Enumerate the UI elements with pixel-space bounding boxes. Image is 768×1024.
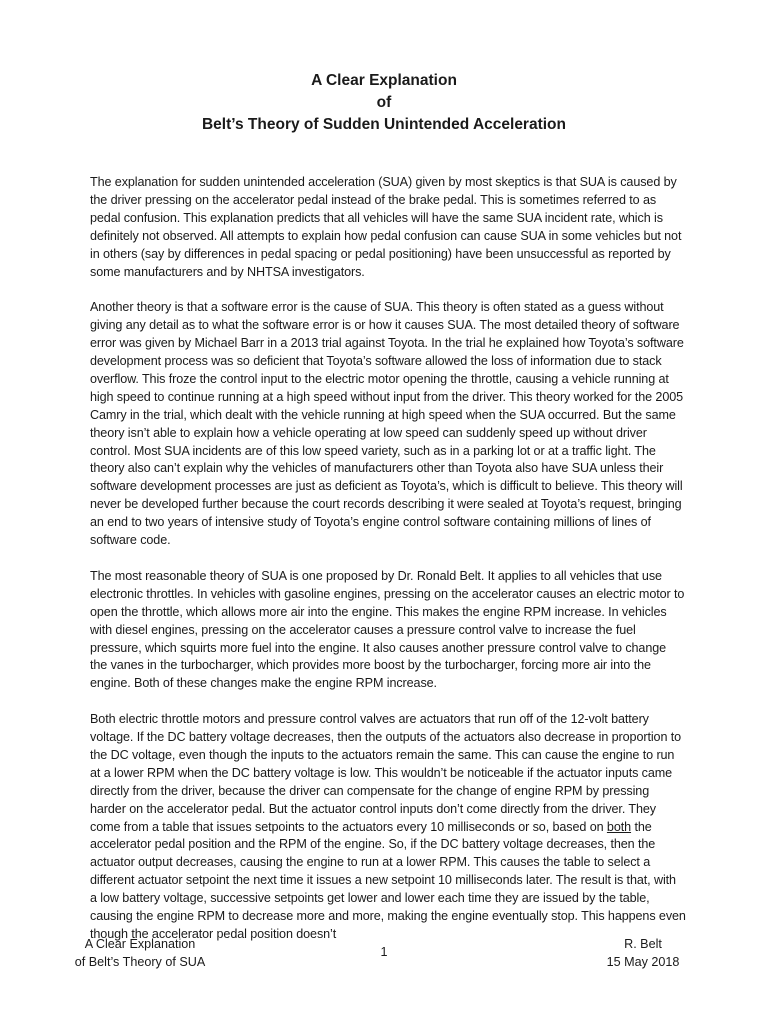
document-title bbox=[0, 70, 768, 136]
title-line-3: Belt’s Theory of Sudden Unintended Acceleration bbox=[201, 116, 566, 133]
title-line-2: of bbox=[376, 94, 392, 111]
footer-author: R. Belt bbox=[624, 937, 662, 951]
paragraph-4-text-after: the accelerator pedal position and the RPM of the engine. So, if the DC battery voltage decreases, then the actuator output decreases, causing the engine to run at a lower RPM. This causes the table to select a different actuator setpoint the next time it issues a new setpoint 10 milliseconds later. The result is that, with a low battery voltage, successive setpoints get lower and lower each time they are issued by the table, causing the engine RPM to decrease more and more, making the engine eventually stop. This happens even though the accelerator pedal position doesn’t bbox=[90, 819, 686, 942]
footer-author-date bbox=[598, 936, 688, 972]
paragraph-4 bbox=[90, 711, 686, 944]
document-body bbox=[90, 174, 686, 962]
footer-left-line-2: of Belt’s Theory of SUA bbox=[74, 954, 206, 969]
footer-left-line-1: A Clear Explanation bbox=[84, 937, 196, 951]
paragraph-1: The explanation for sudden unintended acceleration (SUA) given by most skeptics is that SUA is caused by the driver pressing on the accelerator pedal instead of the brake pedal. This is sometimes referred to as pedal confusion. This explanation predicts that all vehicles will have the same SUA incident rate, which is definitely not observed. All attempts to explain how pedal confusion can cause SUA in some vehicles but not in others (say by differences in pedal spacing or pedal positioning) have been unsuccessful as reported by some manufacturers and by NHTSA investigators. bbox=[90, 175, 682, 279]
paragraph-3: The most reasonable theory of SUA is one proposed by Dr. Ronald Belt. It applies to all vehicles that use electronic throttles. In vehicles with gasoline engines, pressing on the accelerator causes an electric motor to open the throttle, which allows more air into the engine. This makes the engine RPM increase. In vehicles with diesel engines, pressing on the accelerator causes a pressure control valve to increase the fuel pressure, which squirts more fuel into the engine. It also causes another pressure control valve to change the vanes in the turbocharger, which provides more boost by the turbocharger, forcing more air into the engine. Both of these changes make the engine RPM increase. bbox=[90, 568, 685, 691]
footer-document-title bbox=[70, 936, 210, 972]
paragraph-4-text-before: Both electric throttle motors and pressure control valves are actuators that run off of the 12-volt battery voltage. If the DC battery voltage decreases, then the outputs of the actuators also decrease in proportion to the DC voltage, even though the inputs to the actuators remain the same. This can cause the engine to run at a lower RPM when the DC battery voltage is low. This wouldn’t be noticeable if the actuator inputs came directly from the driver, because the driver can compensate for the change of engine RPM by pressing harder on the accelerator pedal. But the actuator control inputs don’t come directly from the driver. They come from a table that issues setpoints to the actuators every 10 milliseconds or so, based on bbox=[90, 712, 682, 834]
paragraph-2: Another theory is that a software error is the cause of SUA. This theory is often stated as a guess without giving any detail as to what the software error is or how it causes SUA. The most detailed theory of software error was given by Michael Barr in a 2013 trial against Toyota. In the trial he explained how Toyota’s software development process was so deficient that Toyota’s software allowed the loss of information due to stack overflow. This froze the control input to the electric motor opening the throttle, causing a vehicle running at high speed to continue running at a high speed without input from the driver. This theory worked for the 2005 Camry in the trial, which dealt with the vehicle running at high speed when the SUA occurred. But the same theory isn’t able to explain how a vehicle operating at low speed can suddenly speed up without driver control. Most SUA incidents are of this low speed variety, such as in a parking lot or at a traffic light. The theory also can’t explain why the vehicles of manufacturers other than Toyota also have SUA unless their software development processes are just as deficient as Toyota’s, which is difficult to believe. This theory will never be developed further because the court records describing it were sealed at Toyota’s request, bringing an end to two years of intensive study of Toyota’s engine control software containing millions of lines of software code. bbox=[90, 300, 684, 548]
footer-date: 15 May 2018 bbox=[606, 954, 680, 969]
page-footer bbox=[0, 936, 768, 976]
page-number: 1 bbox=[380, 945, 388, 959]
title-line-1: A Clear Explanation bbox=[311, 72, 457, 89]
underlined-word: both bbox=[606, 819, 632, 834]
